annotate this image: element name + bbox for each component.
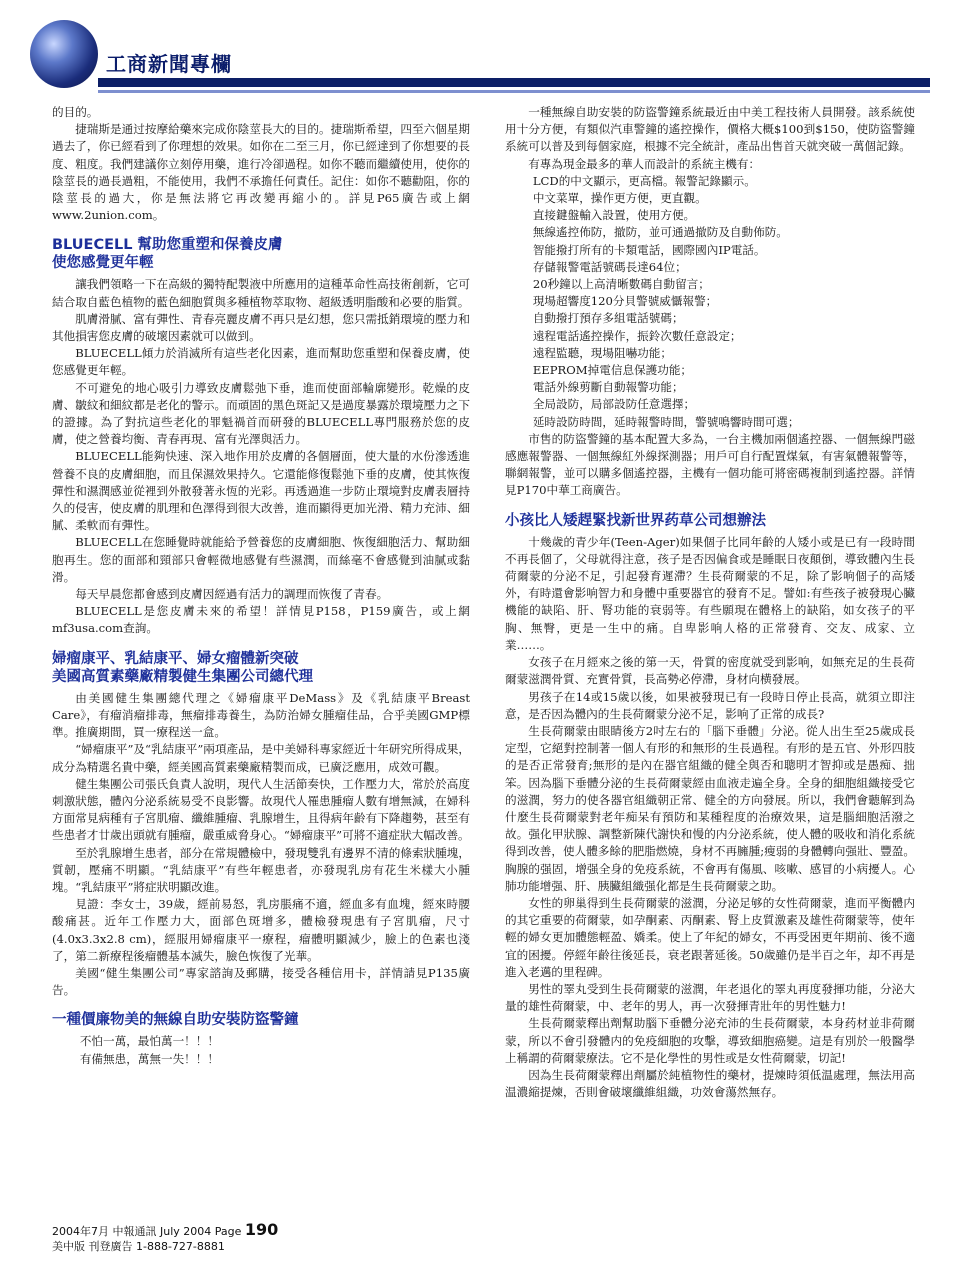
article-paragraph: 肌膚滑膩、富有彈性、青春亮麗皮膚不再只是幻想，您只需抵銷環境的壓力和其他損害您皮膚的破壞因素就可以做到。 bbox=[52, 311, 470, 344]
article-paragraph: 市售的防盜警鐘的基本配置大多為，一台主機加兩個遙控器、一個無線門磁感應報警器、一個無線紅外線探測器；用戶可自行配置煤氣，有害氣體報警等，聯網報警，並可以購多個遙控器，主機有一個功能可將密碼複制到遙控器。詳情見P170中華工商廣告。 bbox=[505, 431, 915, 498]
page-header bbox=[0, 0, 956, 100]
article-paragraph: BLUECELL能夠快速、深入地作用於皮膚的各個層面，使大量的水份滲透進營養不良的皮膚細胞，而且保濕效果持久。它還能修復鬆弛下垂的皮膚，使其恢復彈性和濕潤感並從裡到外散發著永恆的光彩。再透過進一步防止環境對皮膚表層持久的侵害，使皮膚的肌理和色澤得到很大改善，進而顯得更加光滑、精力充沛、細膩、柔軟而有彈性。 bbox=[52, 449, 470, 533]
footer-line-2: 美中版 刊登廣告 1-888-727-8881 bbox=[52, 1240, 225, 1253]
feature-item: 20秒鐘以上高清晰數碼自動留言； bbox=[532, 277, 710, 292]
article-paragraph: BLUECELL傾力於消滅所有這些老化因素，進而幫助您重塑和保養皮膚，使您感覺更年輕。 bbox=[52, 346, 470, 378]
article-paragraph: 男孩子在14或15歲以後，如果被發現已有一段時日停止長高，就須立即注意，是否因為體內的生長荷爾蒙分泌不足，影响了正常的成長? bbox=[505, 689, 915, 721]
right-column bbox=[505, 104, 915, 1101]
heading-line: 使您感覺更年輕 bbox=[52, 255, 154, 272]
feature-item: 現場超響度120分貝警號威懾報警； bbox=[532, 294, 718, 309]
feature-item: LCD的中文顯示，更高檔。報警記錄顯示。 bbox=[532, 173, 756, 188]
article-paragraph: 見證：李女士，39歲，經前易怒，乳房脹痛不適，經血多有血塊，經來時腰酸痛甚。近年工作壓力大，面部色斑增多，體檢發現患有子宮肌瘤，尺寸(4.0x3.3x2.8 cm)，經服用婦瘤康平一療程，瘤體明顯減少，臉上的色素也淺了，第二新療程後瘤體基本滅失，臉色恢復了光華。 bbox=[52, 897, 470, 963]
page-number: 190 bbox=[244, 1220, 279, 1239]
footer-date: 2004年7月 中報通訊 July 2004 Page bbox=[52, 1225, 242, 1238]
article-paragraph: 有備無患，萬無一失！！！ bbox=[79, 1051, 219, 1066]
heading-line: 美國高質素藥廠精製健生集團公司總代理 bbox=[52, 668, 313, 685]
feature-item: 中文菜單，操作更方便，更直觀。 bbox=[532, 191, 707, 206]
feature-item: 智能撥打所有的卡類電話，國際國內IP電話。 bbox=[532, 242, 766, 257]
section-heading bbox=[52, 236, 470, 272]
feature-item: 存儲報警電話號碼長達64位； bbox=[532, 259, 687, 274]
article-paragraph: 生長荷爾蒙由眼睛後方2吋左右的「腦下垂體」分泌。從人出生至25歲成長定型，它絕對控制著一個人有形的和無形的生長過程。有形的是五官、外形四肢的是否正常發育;無形的是內在器官組織的健全與否和聰明才智抑或是愚痴、拙笨。因為腦下垂體分泌的生長荷爾蒙經由血液走遍全身。全身的細胞組織接受它的滋潤，努力的使各器官組織朝正常、健全的方向發展。所以，我們會聽解到為什麼生長荷爾蒙對老年痴呆有預防和某種程度的治療效果，這是腦細胞活潑之故。强化甲狀腺、調整新陳代謝快和慢的内分泌系統，使人體的吸收和消化系統得到改善，使人體多餘的肥脂燃燒，身材不再臃腫;瘦弱的身體轉向强壯、豐盈。胸腺的强固，增强全身的免疫系統，不會再有傷風、咳嗽、感冒的小病擾人。心肺功能增强、肝、胰臟組織强化都是生長荷爾蒙之助。 bbox=[505, 723, 915, 893]
column-title: 工商新聞專欄 bbox=[106, 52, 232, 76]
globe-logo bbox=[30, 20, 98, 88]
section-heading bbox=[505, 512, 915, 530]
footer-line-1 bbox=[52, 1222, 278, 1239]
feature-item: 延時設防時間，延時報警時間，警號鳴響時間可選； bbox=[532, 414, 800, 429]
heading-line: 婦瘤康平、乳結康平、婦女瘤體新突破 bbox=[52, 650, 299, 667]
article-paragraph: 有專為現金最多的華人而設計的系統主機有： bbox=[528, 156, 761, 171]
article-paragraph: 至於乳腺增生患者，部分在常規體檢中，發現雙乳有邊界不清的條索狀腫塊，質韌，壓痛不明顯。“乳結康平”有些年輕患者，亦發現乳房有花生米樣大小腫塊。“乳結康平”將症狀明顯改進。 bbox=[52, 845, 470, 894]
header-rule bbox=[98, 78, 930, 87]
article-paragraph: 捷瑞斯是通过按摩給藥來完成你陰莖長大的目的。捷瑞斯希望，四至六個星期過去了，你已經看到了你理想的效果。如你在二至三月，你已經達到了你想要的長度、粗度。我們建議你立刻停用藥，進行冷卻過程。如你不聽而繼續使用，使你的陰莖長的過長過粗，不能使用，我們不承擔任何責任。記住：如你不聽勸阻，你的陰莖長的過大，你是無法將它再改變再縮小的。詳見P65廣告或上網www.2union.com。 bbox=[52, 122, 470, 223]
article-paragraph: 健生集團公司張氏負責人說明，現代人生活節奏快，工作壓力大，常於於高度刺激狀態，體內分泌系統易受不良影響。故現代人罹患腫瘤人數有增無減，在婦科方面常見病種有子宮肌瘤、纖維腫瘤、乳腺增生，且得病年齡有下降趨勢，甚至有些患者才廿歲出頭就有腫瘤，嚴重威脅身心。“婦瘤康平”可將不適症狀大幅改善。 bbox=[52, 776, 470, 843]
article-paragraph: 十幾歲的青少年(Teen-Ager)如果個子比同年齡的人矮小或是已有一段時間不再長個了，父母就得注意，孩子是否因偏食或是睡眠日夜顛倒，導致體內生長荷爾蒙的分泌不足，引起發育遲滯？生長荷爾蒙的不足，除了影响個子的高矮外，有時還會影响智力和身體中重要器官的發育不足。譬如:有些孩子被發現心臟機能的缺陷、肝、腎功能的衰弱等。有些願現在體格上的缺陷，如女孩子的平胸、無臀，更是一生中的痛。自卑影响人格的正常發育、交友、成家、立業……。 bbox=[505, 534, 915, 652]
article-paragraph: 的目的。 bbox=[52, 105, 99, 119]
section-heading bbox=[52, 1011, 470, 1029]
article-paragraph: 因為生長荷爾蒙釋出劑屬於純植物性的藥材，提煉時須低温處理，無法用高温濃縮提煉，否則會破壞纖維組織，功效會蕩然無存。 bbox=[505, 1067, 915, 1100]
article-paragraph: 一種無線自助安裝的防盜警鐘系統最近由中美工程技術人員開發。該系統使用十分方便，有類似汽車警鐘的遙控操作，價格大概$100到$150，使防盜警鐘系統可以普及到每個家庭，根據不完全統計，產品出售首天就突破一萬個記錄。 bbox=[505, 105, 915, 154]
feature-item: 電話外線剪斷自動報警功能； bbox=[532, 380, 684, 395]
heading-line: BLUECELL 幫助您重塑和保養皮膚 bbox=[52, 237, 283, 254]
feature-item: 全局設防，局部設防任意選擇； bbox=[532, 397, 696, 412]
feature-item: 直接鍵盤輸入設置，使用方便。 bbox=[532, 208, 696, 223]
feature-item: 無線遙控佈防，撤防，並可通過撤防及自動佈防。 bbox=[532, 225, 788, 240]
heading-line: 一種價廉物美的無線自助安裝防盜警鐘 bbox=[52, 1012, 299, 1029]
article-paragraph: BLUECELL是您皮膚未來的希望！詳情見P158，P159廣告，或上網mf3usa.com查詢。 bbox=[52, 604, 470, 636]
article-paragraph: 讓我們領略一下在高級的獨特配製液中所應用的這種革命性高技術創新，它可結合取自藍色植物的藍色細胞質與多種植物萃取物、超級透明脂酸和必要的脂質。 bbox=[52, 277, 470, 309]
feature-item: 遠程監聽，現場阻嚇功能； bbox=[532, 345, 672, 360]
article-paragraph: 女性的卵巢得到生長荷爾蒙的滋潤，分泌足够的女性荷爾蒙，進而平衡體内的其它重要的荷爾蒙，如孕酮素、丙酮素、腎上皮質激素及雄性荷爾蒙等，使年輕的婦女更加體態輕盈、嬌柔。使上了年紀的婦女，不再受困更年期前、後不適宜的困擾。停經年齡往後延長，衰老跟著延後。50歲雖仍是半百之年，却不再是進入老邁的里程碑。 bbox=[505, 895, 915, 979]
article-paragraph: 每天早晨您都會感到皮膚因經過有活力的調理而恢復了青春。 bbox=[75, 587, 389, 602]
feature-item: 遠程電話遙控操作，振鈴次數任意設定； bbox=[532, 328, 742, 343]
article-paragraph: 生長荷爾蒙釋出劑幫助腦下垂體分泌充沛的生長荷爾蒙，本身药材並非荷爾蒙，所以不會引發體内的免疫細胞的攻擊，導致細胞癌變。這是有別於一般醫學上稱謂的荷爾蒙療法。它不是化學性的男性或是女性荷爾蒙，切記! bbox=[505, 1016, 915, 1065]
article-paragraph: 由美國健生集團總代理之《婦瘤康平DeMass》及《乳結康平Breast Care》，有瘤消瘤排毒，無瘤排毒養生，為防治婦女腫瘤佳品，合乎美國GMP標準。推廣期間，買一療程送一盒。 bbox=[52, 690, 470, 740]
header-rule-thin bbox=[98, 90, 930, 93]
article-paragraph: 美國“健生集團公司”專家諮詢及郵購，接受各種信用卡，詳情請見P135廣告。 bbox=[52, 965, 470, 998]
article-paragraph: 不怕一萬，最怕萬一！！！ bbox=[79, 1034, 219, 1049]
left-column bbox=[52, 104, 470, 1068]
heading-line: 小孩比人矮趕緊找新世界药草公司想辦法 bbox=[505, 512, 766, 529]
article-paragraph: “婦瘤康平”及“乳結康平”兩項產品，是中美婦科專家經近十年研究所得成果，成分為精選名貴中藥，經美國高質素藥廠精製而成，已廣泛應用，成效可觀。 bbox=[52, 742, 470, 774]
article-paragraph: BLUECELL在您睡覺時就能給予營養您的皮膚細胞、恢復細胞活力、幫助細胞再生。您的面部和頸部只會輕微地感覺有些濕潤，而絲毫不會感覺到油膩或黏滑。 bbox=[52, 535, 470, 584]
section-heading bbox=[52, 650, 470, 686]
article-paragraph: 不可避免的地心吸引力導致皮膚鬆弛下垂，進而使面部輪廓變形。乾燥的皮膚、皺紋和細紋都是老化的警示。而頑固的黑色斑記又是過度暴露於環境壓力之下的證據。為了對抗這些老化的罪魁禍首而研發的BLUECELL專門服務於您的皮膚，使之營養均衡、青春再現、富有光澤與活力。 bbox=[52, 380, 470, 447]
article-paragraph: 女孩子在月經來之後的第一天，骨質的密度就受到影响，如無充足的生長荷爾蒙滋潤骨質、充實骨質，長高勢必停滯，身材向横發展。 bbox=[505, 655, 915, 687]
feature-item: EEPROM掉電信息保護功能； bbox=[532, 363, 693, 378]
article-paragraph: 男性的睪丸受到生長荷爾蒙的滋潤，年老退化的睪丸再度發揮功能，分泌大量的雄性荷爾蒙，中、老年的男人，再一次發揮青壯年的男性魅力! bbox=[505, 981, 915, 1014]
feature-item: 自動撥打預存多組電話號碼； bbox=[532, 311, 684, 326]
page-footer bbox=[52, 1222, 278, 1254]
